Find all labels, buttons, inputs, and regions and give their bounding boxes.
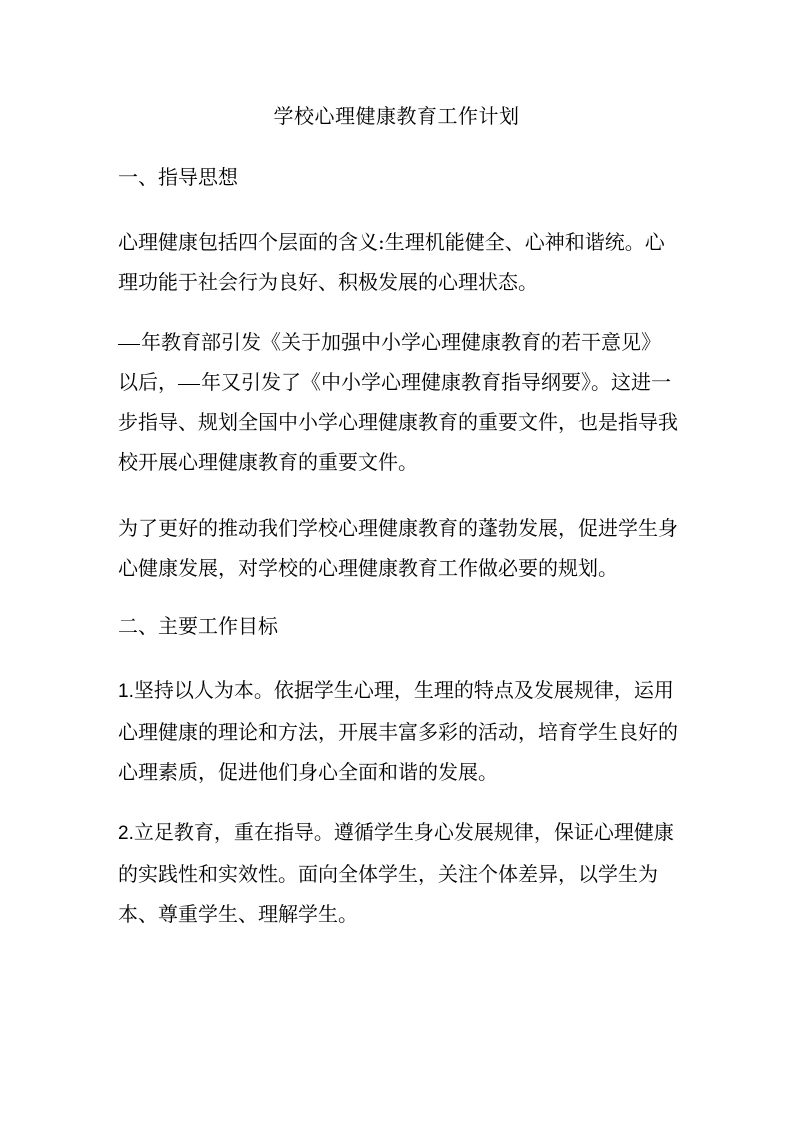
paragraph-2-part-2: 年又引发了《中小学心理健康教育指导纲要》。这进一步指导、规划全国中小学心理健康教育的重要文件，也是指导我校开展心理健康教育的重要文件。 [118, 370, 678, 474]
goal-item-1-number: 1. [118, 681, 134, 702]
goal-item-1-text [118, 670, 678, 792]
goal-item-2-content: 立足教育，重在指导。遵循学生身心发展规律，保证心理健康的实践性和实效性。面向全体学生，关注个体差异，以学生为本、尊重学生、理解学生。 [118, 820, 674, 926]
goal-item-2-text [118, 812, 678, 934]
paragraph-2-part-1: 年教育部引发《关于加强中小学心理健康教育的若干意见》以后， [118, 330, 661, 394]
document-title: 学校心理健康教育工作计划 [273, 104, 520, 128]
blank-year-2 [178, 362, 200, 385]
goal-item-1 [118, 670, 678, 792]
section-heading-main-goals: 二、主要工作目标 [118, 614, 278, 638]
paragraph-1-text: 心理健康包括四个层面的含义:生理机能健全、心神和谐统。心理功能于社会行为良好、积极发展的心理状态。 [118, 230, 665, 294]
paragraph-1 [118, 222, 678, 302]
goal-item-1-content: 坚持以人为本。依据学生心理，生理的特点及发展规律，运用心理健康的理论和方法，开展丰富多彩的活动，培育学生良好的心理素质，促进他们身心全面和谐的发展。 [118, 678, 678, 784]
goal-item-2 [118, 812, 678, 934]
paragraph-2-text [118, 322, 678, 482]
paragraph-2 [118, 322, 678, 482]
section-heading-guiding-thought: 一、指导思想 [118, 165, 238, 189]
blank-year-1 [118, 322, 140, 345]
paragraph-3-text: 为了更好的推动我们学校心理健康教育的蓬勃发展，促进学生身心健康发展，对学校的心理健康教育工作做必要的规划。 [118, 516, 678, 580]
goal-item-2-number: 2. [118, 823, 134, 844]
paragraph-3 [118, 508, 678, 588]
